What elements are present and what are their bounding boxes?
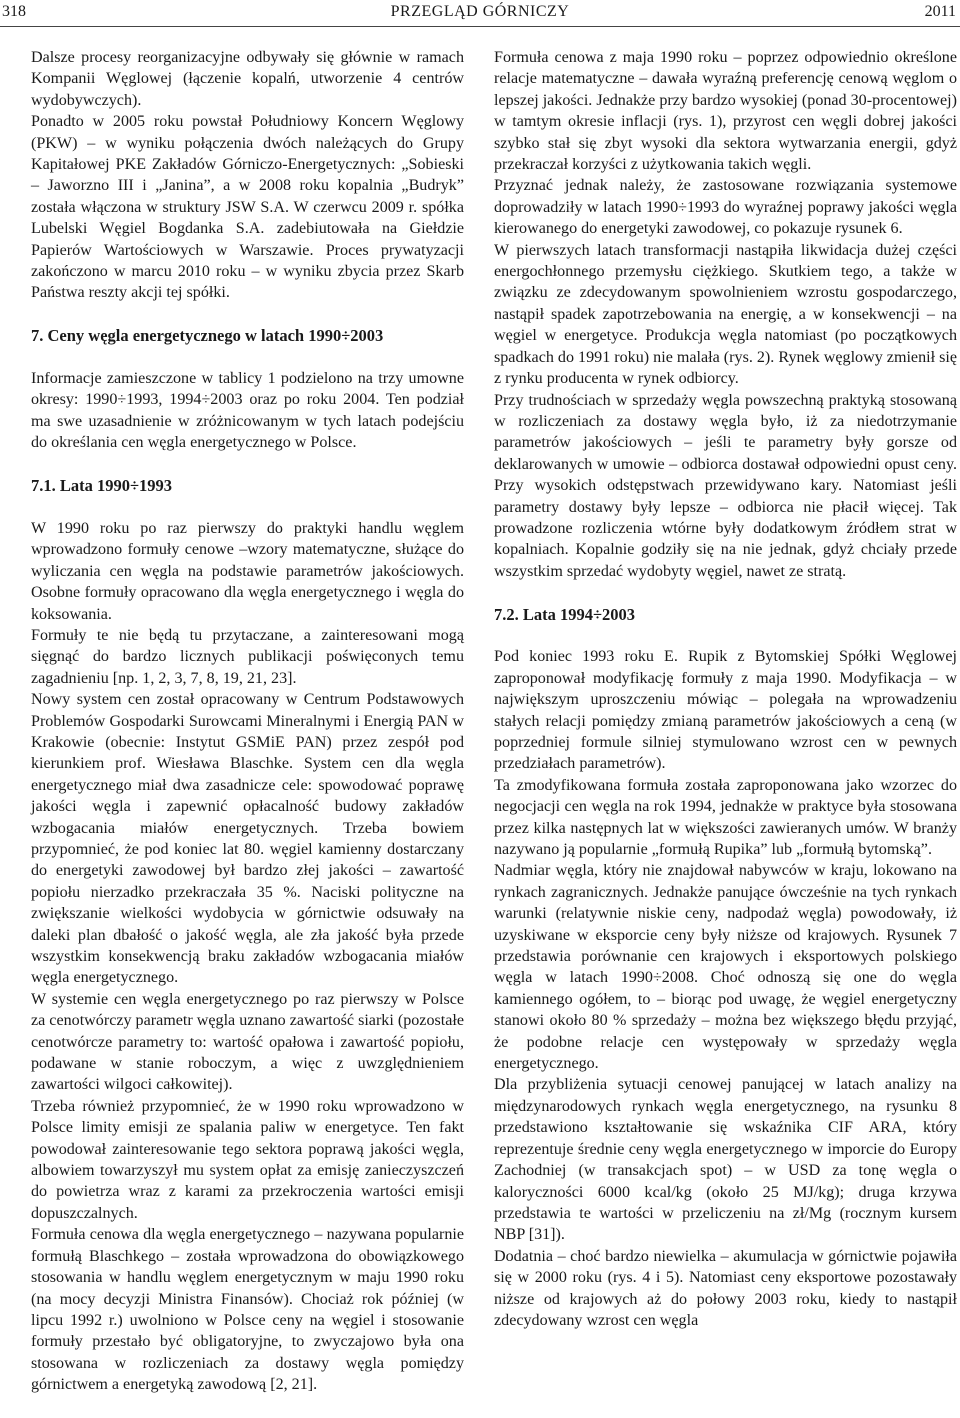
running-header xyxy=(0,0,960,24)
paragraph: Ta zmodyfikowana formuła została zaproponowana jako wzorzec do negocjacji cen węgla na rok 1994, jednakże w praktyce była stosowana przez kilka następnych lat w większości zawieranych umów. W branży nazywano ją popularnie „formułą Rupika” lub „formułą bytomską”. xyxy=(494,776,957,858)
paragraph: W 1990 roku po raz pierwszy do praktyki handlu węglem wprowadzono formuły cenowe –wzory matematyczne, służące do wyliczania cen węgla na podstawie parametrów jakościowych. Osobne formuły opracowano dla węgla energetycznego i węgla do koksowania. xyxy=(31,519,464,623)
page-number: 318 xyxy=(2,3,26,20)
section-heading: 7. Ceny węgla energetycznego w latach 1990÷2003 xyxy=(31,326,384,346)
left-column xyxy=(31,47,464,1396)
paragraph: Formuła cenowa dla węgla energetycznego – nazywana popularnie formułą Blaschkego – została wprowadzona do obowiązkowego stosowania w handlu węglem energetycznym w maju 1990 roku (na mocy decyzji Ministra Finansów). Chociaż rok później (w lipcu 1992 r.) uwolniono w Polsce ceny na węgiel i stosowanie formuły przestało być obligatoryjne, to zwyczajowo była ona stosowana w rozliczeniach za dostawy węgla pomiędzy górnictwem a energetyką zawodową [2, 21]. xyxy=(31,1226,464,1394)
subsection-heading: 7.1. Lata 1990÷1993 xyxy=(31,476,173,496)
subsection-heading: 7.2. Lata 1994÷2003 xyxy=(494,604,636,624)
paragraph: Dalsze procesy reorganizacyjne odbywały się głównie w ramach Kompanii Węglowej (łączenie kopalń, utworzenie 4 centrów wydobywczych). xyxy=(31,49,464,109)
right-column xyxy=(494,47,957,1331)
paragraph: Nowy system cen został opracowany w Centrum Podstawowych Problemów Gospodarki Surowcami Mineralnymi i Energią PAN w Krakowie (obecnie: Instytut GSMiE PAN) przez zespół pod kierunkiem prof. Wiesława Blaschke. System cen dla węgla energetycznego miał dwa zasadnicze cele: spowodować poprawę jakości węgla i zapewnić opłacalność budowy zakładów wzbogacania miałów energetycznych. Trzeba bowiem przypomnieć, że pod koniec lat 80. węgiel kamienny dostarczany do energetyki zawodowej był bardzo złej jakości – zawartość popiołu nierzadko przekraczała 35 %. Naciski polityczne na zwiększanie wielkości wydobycia w górnictwie odsuwały na daleki plan dbałość o jakość węgla, ale zła jakość była przede wszystkim konsekwencją braku zakładów wzbogacania miałów węgla energetycznego. xyxy=(31,691,464,987)
paragraph: Nadmiar węgla, który nie znajdował nabywców w kraju, lokowano na rynkach zagranicznych. Jednakże panujące ówcześnie na tych rynkach warunki (relatywnie niskie ceny, nadpodaż węgla) powodowały, iż uzyskiwane w eksporcie ceny były niższe od krajowych. Rysunek 7 przedstawia porównanie cen krajowych i eksportowych polskiego węgla w latach 1990÷2008. Choć odnoszą się one do węgla kamiennego ogółem, to – biorąc pod uwagę, że węgiel energetyczny stanowi około 80 % sprzedaży – można bez większego błędu przyjąć, że podobne relacje cen występowały w sprzedaży węgla energetycznego. xyxy=(494,862,957,1073)
issue-year: 2011 xyxy=(924,3,956,20)
paragraph: Trzeba również przypomnieć, że w 1990 roku wprowadzono w Polsce limity emisji ze spalania paliw w energetyce. Ten fakt powodował zainteresowanie tego sektora poprawą jakości węgla, albowiem towarzyszył mu system opłat za emisję zanieczyszczeń do powietrza wraz z karami za przekroczenia wartości emisji dopuszczalnych. xyxy=(31,1097,464,1222)
paragraph: W systemie cen węgla energetycznego po raz pierwszy w Polsce za cenotwórczy parametr węgla uznano zawartość siarki (pozostałe cenotwórcze parametry to: wartość opałowa i zawartość popiołu, podawane w stanie roboczym, a więc z uwzględnieniem zawartości wilgoci całkowitej). xyxy=(31,990,464,1094)
paragraph: Dodatnia – choć bardzo niewielka – akumulacja w górnictwie pojawiła się w 2000 roku (rys. 4 i 5). Natomiast ceny eksportowe pozostawały niższe od krajowych aż do połowy 2003 roku, kiedy to nastąpił zdecydowany wzrost cen węgla xyxy=(494,1247,957,1329)
paragraph: Informacje zamieszczone w tablicy 1 podzielono na trzy umowne okresy: 1990÷1993, 1994÷2003 oraz po roku 2004. Ten podział ma swe uzasadnienie w zróżnicowanym w tych latach podejściu do określania cen węgla energetycznego w Polsce. xyxy=(31,370,464,452)
paragraph: Przyznać jednak należy, że zastosowane rozwiązania systemowe doprowadziły w latach 1990÷1993 do wyraźnej poprawy jakości węgla kierowanego do energetyki zawodowej, co pokazuje rysunek 6. xyxy=(494,177,957,238)
paragraph: Ponadto w 2005 roku powstał Południowy Koncern Węglowy (PKW) – w wyniku połączenia dwóch należących do Grupy Kapitałowej PKE Zakładów Górniczo-Energetycznych: „Sobieski – Jaworzno III i „Janina”, a w 2008 roku kopalnia „Budryk” została włączona w struktury JSW S.A. W czerwcu 2009 r. spółka Lubelski Węgiel Bogdanka S.A. zadebiutowała na Giełdzie Papierów Wartościowych w Warszawie. Proces prywatyzacji zakończono w marcu 2010 roku – w wyniku zbycia przez Skarb Państwa reszty akcji tej spółki. xyxy=(31,113,464,302)
paragraph: Przy trudnościach w sprzedaży węgla powszechną praktyką stosowaną w rozliczeniach za dostawy węgla było, iż za niedotrzymanie parametrów jakościowych – jeśli te parametry były gorsze od deklarowanych w umowie – odbiorca dostawał odpowiedni opust ceny. Przy wysokich odstępstwach przewidywano kary. Natomiast jeśli parametry dostawy były lepsze – odbiorca nie płacił więcej. Tak prowadzone rozliczenia wtórne były dodatkowym źródłem strat w kopalniach. Kopalnie godziły się na nie jednak, gdyż chciały przede wszystkim sprzedać wydobyty węgiel, nawet ze stratą. xyxy=(494,391,957,580)
paragraph: Formuły te nie będą tu przytaczane, a zainteresowani mogą sięgnąć do bardzo licznych publikacji poświęconych temu zagadnieniu [np. 1, 2, 3, 7, 8, 19, 21, 23]. xyxy=(31,626,464,687)
paragraph: W pierwszych latach transformacji nastąpiła likwidacja dużej części energochłonnego przemysłu ciężkiego. Skutkiem tego, a także w związku ze zdecydowanym spowolnieniem wzrostu gospodarczego, nastąpił spadek zapotrzebowania na energię, a w konsekwencji – na węgiel w energetyce. Produkcja węgla natomiast (po początkowych spadkach do 1991 roku) nie malała (rys. 2). Rynek węglowy zmienił się z rynku producenta w rynek odbiorcy. xyxy=(494,241,957,388)
journal-title: PRZEGLĄD GÓRNICZY xyxy=(390,3,570,20)
paragraph: Dla przybliżenia sytuacji cenowej panującej w latach analizy na międzynarodowych rynkach węgla energetycznego, na rysunku 8 przedstawiono kształtowanie się wskaźnika CIF ARA, który reprezentuje średnie ceny węgla energetycznego w imporcie do Europy Zachodniej (w transakcjach spot) – w USD za tonę węgla o kaloryczności 6000 kcal/kg (około 25 MJ/kg); druga krzywa przedstawia te wartości w przeliczeniu na zł/Mg (rocznym kursem NBP [31]). xyxy=(494,1076,957,1244)
paragraph: Pod koniec 1993 roku E. Rupik z Bytomskiej Spółki Węglowej zaproponował modyfikację formuły z maja 1990. Modyfikacja – w największym uproszczeniu mówiąc – polegała na wprowadzeniu stałych relacji pomiędzy zmianą parametrów jakościowych a ceną (w poprzedniej formule silniej stymulowano wzrost cen w pewnych przedziałach parametrów). xyxy=(494,648,957,773)
paragraph: Formuła cenowa z maja 1990 roku – poprzez odpowiednio określone relacje matematyczne – dawała wyraźną preferencję cenową węglom o lepszej jakości. Jednakże przy bardzo wysokiej (ponad 30-procentowej) w tamtym okresie inflacji (rys. 1), przyrost cen węgli dobrej jakości szybko stał się zbyt wysoki dla sektora wytwarzania energii, gdyż przekraczał korzyści z użytkowania takich węgli. xyxy=(494,49,957,174)
header-rule xyxy=(0,26,960,27)
